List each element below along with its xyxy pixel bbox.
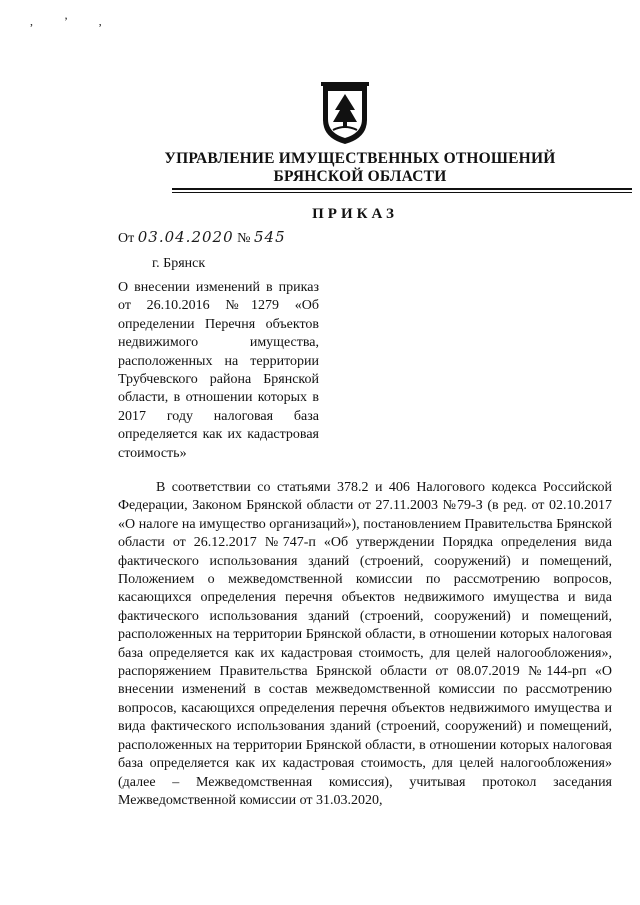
coat-of-arms-icon [319, 80, 371, 146]
date-prefix: От [118, 231, 135, 246]
order-subject: О внесении изменений в приказ от 26.10.2016 №1279 «Об определении Перечня объектов недвижимого имущества, расположенных на территории Трубчевского района Брянской области, в отношении которых в 2017 году налоговая база определяется как их кадастровая стоимость» [118, 280, 319, 461]
city: г. Брянск [152, 256, 206, 271]
organization-name [0, 150, 640, 186]
order-meta [118, 228, 286, 247]
handwritten-number: 545 [253, 228, 286, 246]
handwritten-date: 03.04.2020 [137, 228, 234, 246]
document-type: ПРИКАЗ [312, 206, 398, 222]
scan-marks: , ’ ‚ [30, 14, 117, 28]
number-prefix: № [237, 231, 251, 246]
header-rule-thin [172, 192, 632, 193]
organization-name-line2: БРЯНСКОЙ ОБЛАСТИ [273, 168, 447, 185]
organization-name-line1: УПРАВЛЕНИЕ ИМУЩЕСТВЕННЫХ ОТНОШЕНИЙ [164, 150, 556, 167]
body-paragraph: В соответствии со статьями 378.2 и 406 Налогового кодекса Российской Федерации, Законом Брянской области от 27.11.2003 №79-З (в ред. от 02.10.2017 «О налоге на имущество организаций»), постановлением Правительства Брянской области от 26.12.2017 №747-п «Об утверждении Порядка определения вида фактического использования зданий (строений, сооружений) и помещений, Положением о межведомственной комиссии по рассмотрению вопросов, касающихся определения перечня объектов недвижимого имущества и вида фактического использования зданий (строений, сооружений) и помещений, расположенных на территории Брянской области, в отношении которых налоговая база определяется как их кадастровая стоимость, для целей налогообложения», распоряжением Правительства Брянской области от 08.07.2019 №144-рп «О внесении изменений в состав межведомственной комиссии по рассмотрению вопросов, касающихся определения перечня объектов недвижимого имущества и вида фактического использования зданий (строений, сооружений) и помещений, расположенных на территории Брянской области, в отношении которых налоговая база определяется как их кадастровая стоимость, для целей налогообложения» (далее – Межведомственная комиссия), учитывая протокол заседания Межведомственной комиссии от 31.03.2020, [118, 480, 612, 808]
header-rule-thick [172, 188, 632, 190]
